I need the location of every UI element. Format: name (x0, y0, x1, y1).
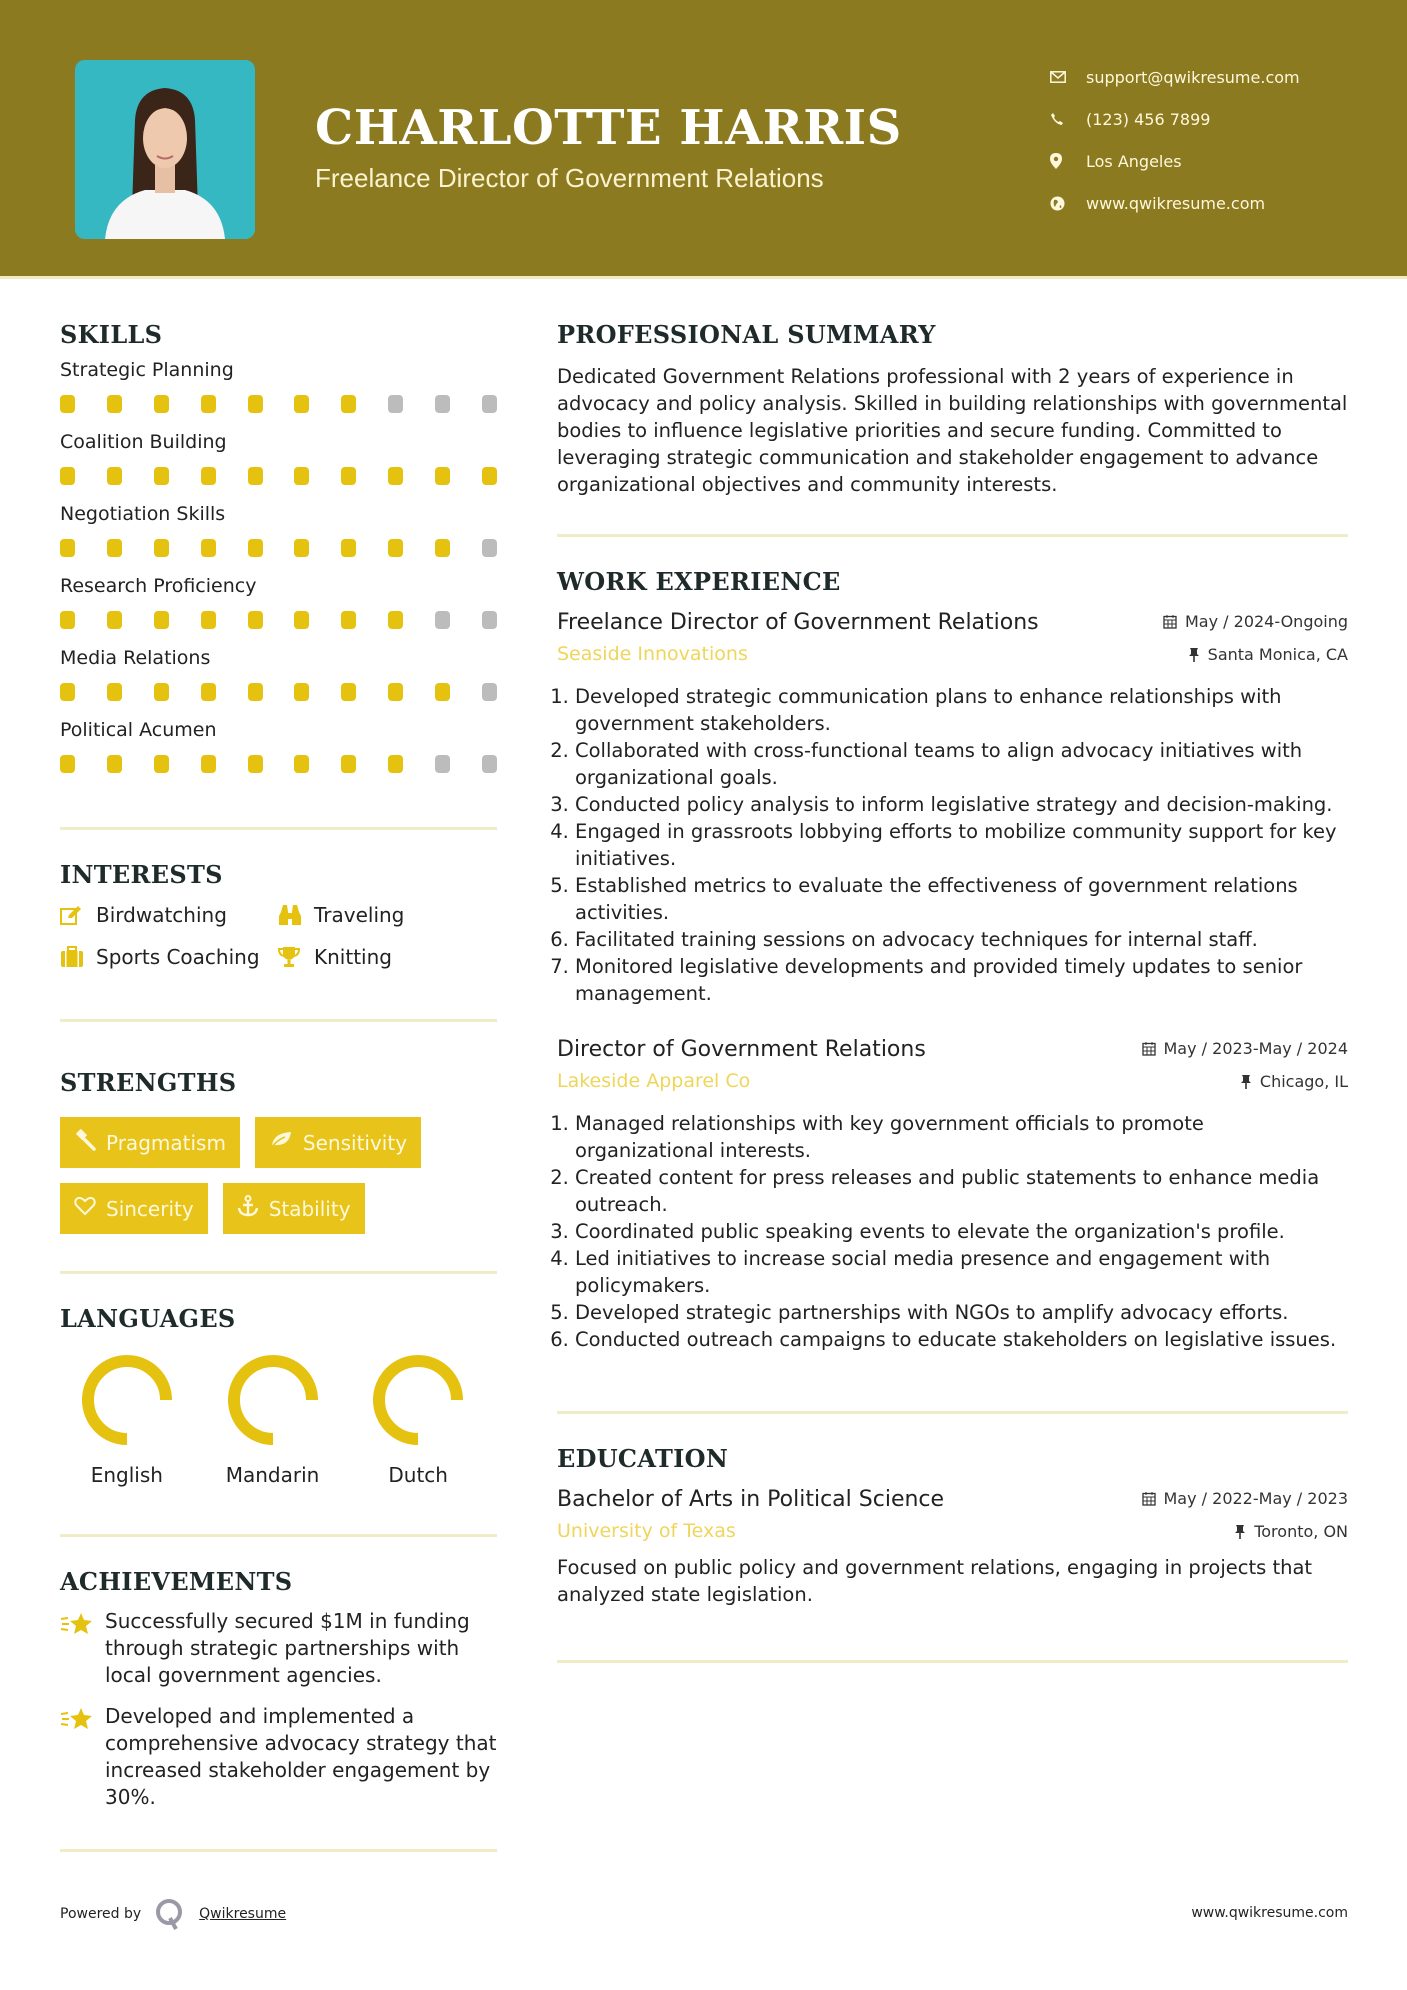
rating-dot-filled (154, 755, 169, 773)
pushpin-icon (1240, 1074, 1252, 1089)
skill-rating (60, 683, 497, 701)
skill-rating (60, 539, 497, 557)
section-divider (60, 1534, 497, 1537)
rating-dot-empty (435, 395, 450, 413)
rating-dot-filled (60, 395, 75, 413)
strength-chip (223, 1183, 365, 1234)
calendar-icon (1142, 1041, 1156, 1056)
rating-dot-filled (248, 467, 263, 485)
strength-label: Stability (268, 1196, 351, 1221)
trophy-icon (278, 946, 314, 968)
rating-dot-empty (482, 395, 497, 413)
rating-dot-filled (341, 683, 356, 701)
envelope-icon (1050, 71, 1086, 83)
summary-section (557, 320, 1348, 498)
job-date-text: May / 2023-May / 2024 (1163, 1039, 1348, 1058)
rating-dot-filled (154, 539, 169, 557)
phone-icon (1050, 112, 1086, 126)
job-bullet: 3. Coordinated public speaking events to elevate the organization's profile. (575, 1218, 1348, 1245)
job-bullet: 6. Facilitated training sessions on advocacy techniques for internal staff. (575, 926, 1348, 953)
section-title-interests: INTERESTS (60, 860, 223, 889)
binoculars-icon (278, 904, 314, 926)
rating-dot-filled (294, 539, 309, 557)
job-date-text: May / 2024-Ongoing (1185, 612, 1348, 631)
education-location (1234, 1522, 1348, 1541)
rating-dot-empty (482, 539, 497, 557)
rating-dot-filled (294, 755, 309, 773)
section-divider (557, 534, 1348, 537)
rating-dot-filled (107, 539, 122, 557)
rating-dot-filled (388, 539, 403, 557)
skill-rating (60, 611, 497, 629)
job-bullet: 5. Established metrics to evaluate the effectiveness of government relations activities. (575, 872, 1348, 926)
skill-label: Negotiation Skills (60, 503, 226, 525)
shooting-star-icon (60, 1703, 105, 1811)
globe-icon (1050, 196, 1086, 211)
contact-email[interactable] (1050, 56, 1300, 98)
achievement-item (60, 1608, 497, 1689)
rating-dot-filled (201, 683, 216, 701)
job-title: Freelance Director of Government Relations (557, 610, 1039, 635)
section-title-education: EDUCATION (557, 1444, 729, 1473)
rating-dot-filled (201, 755, 216, 773)
strength-label: Sincerity (106, 1196, 194, 1221)
language-item (351, 1355, 497, 1487)
skill-rating (60, 755, 497, 773)
contact-phone[interactable] (1050, 98, 1300, 140)
rating-dot-empty (482, 683, 497, 701)
job-bullet: 2. Created content for press releases and public statements to enhance media outreach. (575, 1164, 1348, 1218)
interest-item (60, 903, 278, 927)
shooting-star-icon (60, 1608, 105, 1689)
skill-label: Media Relations (60, 647, 211, 669)
job-entry (557, 1037, 1348, 1353)
interest-item (60, 945, 278, 969)
education-location-text: Toronto, ON (1254, 1521, 1348, 1541)
job-location-text: Chicago, IL (1259, 1071, 1348, 1091)
rating-dot-filled (107, 611, 122, 629)
skills-list (60, 359, 497, 773)
rating-dot-filled (248, 611, 263, 629)
section-divider (60, 1019, 497, 1022)
rating-dot-filled (107, 683, 122, 701)
powered-by-label: Powered by (60, 1906, 142, 1922)
rating-dot-filled (341, 755, 356, 773)
rating-dot-filled (201, 539, 216, 557)
rating-dot-filled (388, 467, 403, 485)
rating-dot-filled (248, 755, 263, 773)
candidate-title: Freelance Director of Government Relations (315, 163, 824, 193)
rating-dot-filled (60, 683, 75, 701)
job-location (1240, 1072, 1348, 1091)
rating-dot-filled (435, 539, 450, 557)
section-title-summary: PROFESSIONAL SUMMARY (557, 320, 936, 349)
anchor-icon (237, 1195, 259, 1222)
language-label: Dutch (388, 1463, 448, 1487)
skill-label: Research Proficiency (60, 575, 257, 597)
rating-dot-filled (107, 755, 122, 773)
language-item (60, 1355, 206, 1487)
section-divider (60, 1849, 497, 1852)
education-section (557, 1444, 1348, 1608)
skill-rating (60, 395, 497, 413)
rating-dot-filled (341, 395, 356, 413)
rating-dot-empty (482, 755, 497, 773)
summary-text: Dedicated Government Relations professional with 2 years of experience in advocacy and policy analysis. Skilled in building relationships with governmental bodies to influence legislative priorities and secure funding. Committed to leveraging strategic communication and stakeholder engagement to advance organizational objectives and community interests. (557, 365, 1348, 496)
rating-dot-filled (435, 467, 450, 485)
rating-dot-filled (388, 755, 403, 773)
pushpin-icon (1234, 1524, 1246, 1539)
interest-label: Traveling (314, 903, 405, 927)
job-bullet: 4. Engaged in grassroots lobbying efforts to mobilize community support for key initiatives. (575, 818, 1348, 872)
achievement-item (60, 1703, 497, 1811)
rating-dot-filled (60, 539, 75, 557)
language-progress-ring (82, 1355, 172, 1445)
rating-dot-filled (154, 467, 169, 485)
job-bullet: 1. Managed relationships with key government officials to promote organizational interests. (575, 1110, 1348, 1164)
skill-label: Political Acumen (60, 719, 217, 741)
rating-dot-filled (107, 395, 122, 413)
footer-powered-by (60, 1898, 286, 1930)
job-location (1188, 645, 1348, 664)
job-bullet: 7. Monitored legislative developments and provided timely updates to senior management. (575, 953, 1348, 1007)
job-bullet: 6. Conducted outreach campaigns to educate stakeholders on legislative issues. (575, 1326, 1348, 1353)
job-entry (557, 610, 1348, 1007)
job-location-text: Santa Monica, CA (1207, 644, 1348, 664)
interest-item (278, 903, 478, 927)
rating-dot-filled (341, 611, 356, 629)
section-title-languages: LANGUAGES (60, 1304, 236, 1333)
language-progress-ring (373, 1355, 463, 1445)
section-divider (557, 1411, 1348, 1414)
rating-dot-filled (154, 395, 169, 413)
heart-icon (74, 1196, 96, 1221)
job-bullet: 2. Collaborated with cross-functional teams to align advocacy initiatives with organizational goals. (575, 737, 1348, 791)
skill-label: Coalition Building (60, 431, 227, 453)
job-date (1142, 1039, 1349, 1058)
company-name: Lakeside Apparel Co (557, 1070, 751, 1092)
contact-email-text: support@qwikresume.com (1086, 67, 1300, 87)
language-item (206, 1355, 352, 1487)
languages-section (60, 1304, 497, 1487)
contact-list (1050, 56, 1300, 224)
strength-label: Sensitivity (302, 1130, 408, 1155)
right-column (557, 320, 1348, 1663)
rating-dot-filled (294, 683, 309, 701)
section-title-skills: SKILLS (60, 320, 163, 349)
company-name: Seaside Innovations (557, 643, 748, 665)
skill-rating (60, 467, 497, 485)
rating-dot-filled (482, 467, 497, 485)
job-date (1163, 612, 1348, 631)
education-date-text: May / 2022-May / 2023 (1163, 1489, 1348, 1508)
rating-dot-filled (341, 539, 356, 557)
strengths-list (60, 1117, 497, 1234)
header-divider (0, 276, 1407, 279)
contact-location (1050, 140, 1300, 182)
contact-location-text: Los Angeles (1086, 151, 1182, 171)
language-label: Mandarin (225, 1463, 320, 1487)
achievement-text: Successfully secured $1M in funding through strategic partnerships with local government agencies. (105, 1609, 470, 1687)
rating-dot-filled (294, 611, 309, 629)
job-bullets (557, 1110, 1348, 1353)
candidate-name: CHARLOTTE HARRIS (315, 100, 902, 156)
section-divider (60, 827, 497, 830)
experience-section (557, 567, 1348, 1353)
rating-dot-empty (435, 611, 450, 629)
education-description: Focused on public policy and government relations, engaging in projects that analyzed state legislation. (557, 1556, 1313, 1606)
rating-dot-filled (248, 395, 263, 413)
pushpin-icon (1188, 647, 1200, 662)
interest-item (278, 945, 478, 969)
qwikresume-link[interactable]: Qwikresume (199, 1906, 287, 1922)
left-column (60, 320, 497, 1852)
rating-dot-filled (154, 683, 169, 701)
calendar-icon (1163, 614, 1177, 629)
rating-dot-empty (435, 755, 450, 773)
strength-label: Pragmatism (106, 1130, 226, 1155)
language-progress-ring (228, 1355, 318, 1445)
map-marker-icon (1050, 153, 1086, 169)
profile-photo (75, 60, 255, 239)
calendar-icon (1142, 1491, 1156, 1506)
strength-chip (255, 1117, 421, 1168)
skill-label: Strategic Planning (60, 359, 234, 381)
qwikresume-logo-icon (155, 1898, 185, 1930)
strength-chip (60, 1183, 208, 1234)
section-divider (557, 1660, 1348, 1663)
rating-dot-filled (60, 467, 75, 485)
rating-dot-filled (107, 467, 122, 485)
job-title: Director of Government Relations (557, 1037, 926, 1062)
languages-list (60, 1355, 497, 1487)
rating-dot-filled (248, 539, 263, 557)
rating-dot-filled (248, 683, 263, 701)
footer-website[interactable]: www.qwikresume.com (1191, 1905, 1348, 1921)
job-bullet: 1. Developed strategic communication plans to enhance relationships with government stakeholders. (575, 683, 1348, 737)
contact-website[interactable] (1050, 182, 1300, 224)
section-title-strengths: STRENGTHS (60, 1068, 237, 1097)
gavel-icon (74, 1129, 96, 1156)
achievements-section (60, 1567, 497, 1811)
rating-dot-filled (201, 467, 216, 485)
contact-website-text: www.qwikresume.com (1086, 193, 1266, 213)
section-title-experience: WORK EXPERIENCE (557, 567, 841, 596)
section-title-achievements: ACHIEVEMENTS (60, 1567, 293, 1596)
job-bullets (557, 683, 1348, 1007)
interests-list (60, 903, 497, 969)
strengths-section (60, 1068, 497, 1234)
job-bullet: 4. Led initiatives to increase social media presence and engagement with policymakers. (575, 1245, 1348, 1299)
rating-dot-empty (388, 395, 403, 413)
achievement-text: Developed and implemented a comprehensive advocacy strategy that increased stakeholder engagement by 30%. (105, 1704, 497, 1809)
rating-dot-filled (388, 683, 403, 701)
leaf-icon (269, 1130, 293, 1155)
education-entry (557, 1487, 1348, 1608)
job-bullet: 3. Conducted policy analysis to inform legislative strategy and decision-making. (575, 791, 1348, 818)
interest-label: Birdwatching (96, 903, 227, 927)
rating-dot-filled (60, 611, 75, 629)
language-label: English (90, 1463, 163, 1487)
school-name: University of Texas (557, 1520, 736, 1542)
edit-icon (60, 905, 96, 925)
suitcase-icon (60, 946, 96, 968)
job-bullet: 5. Developed strategic partnerships with NGOs to amplify advocacy efforts. (575, 1299, 1348, 1326)
rating-dot-filled (201, 395, 216, 413)
interest-label: Knitting (314, 945, 392, 969)
rating-dot-filled (435, 683, 450, 701)
education-date (1142, 1489, 1349, 1508)
degree-title: Bachelor of Arts in Political Science (557, 1487, 945, 1512)
rating-dot-filled (201, 611, 216, 629)
interest-label: Sports Coaching (96, 945, 260, 969)
rating-dot-filled (341, 467, 356, 485)
rating-dot-filled (388, 611, 403, 629)
rating-dot-filled (60, 755, 75, 773)
strength-chip (60, 1117, 240, 1168)
interests-section (60, 860, 497, 969)
rating-dot-empty (482, 611, 497, 629)
resume-header (0, 0, 1407, 276)
rating-dot-filled (294, 395, 309, 413)
contact-phone-text: (123) 456 7899 (1086, 109, 1211, 129)
rating-dot-filled (154, 611, 169, 629)
rating-dot-filled (294, 467, 309, 485)
section-divider (60, 1271, 497, 1274)
skills-section (60, 320, 497, 773)
